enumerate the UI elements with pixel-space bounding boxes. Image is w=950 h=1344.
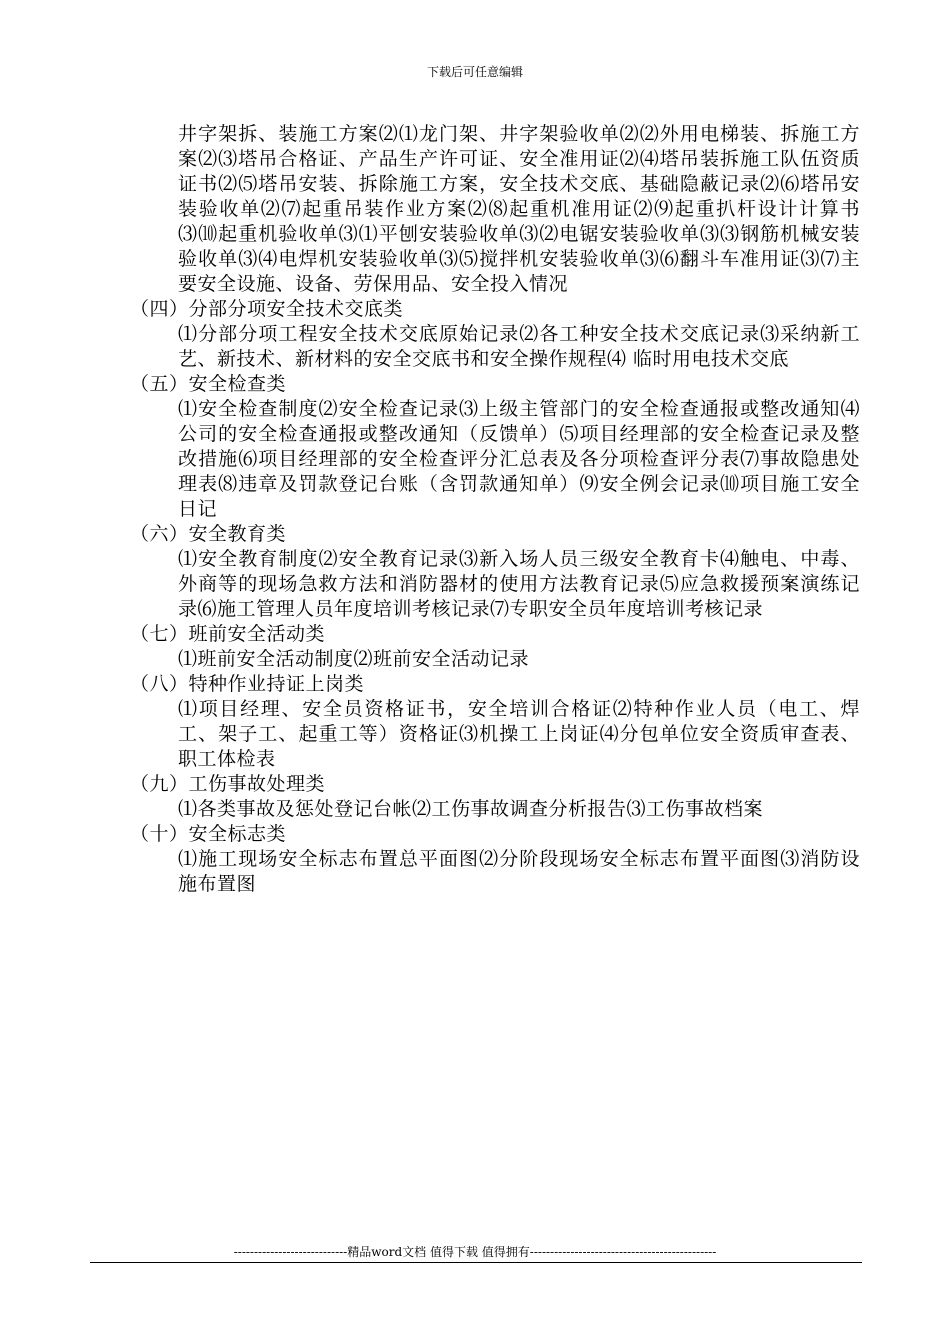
section-title-7: （七）班前安全活动类 <box>130 623 326 645</box>
section-title-9: （九）工伤事故处理类 <box>130 773 326 795</box>
section-body-5: ⑴安全检查制度⑵安全检查记录⑶上级主管部门的安全检查通报或整改通知⑷公司的安全检查通报或整改通知（反馈单）⑸项目经理部的安全检查记录及整改措施⑹项目经理部的安全检查评分汇总表及各分项检查评分表⑺事故隐患处理表⑻违章及罚款登记台账（含罚款通知单）⑼安全例会记录⑽项目施工安全日记 <box>178 398 860 520</box>
section-body-7: ⑴班前安全活动制度⑵班前安全活动记录 <box>178 648 530 670</box>
section-title-8: （八）特种作业持证上岗类 <box>130 673 365 695</box>
document-body <box>130 122 860 897</box>
footer-divider <box>90 1262 862 1263</box>
section-title-10: （十）安全标志类 <box>130 823 287 845</box>
section-body-4: ⑴分部分项工程安全技术交底原始记录⑵各工种安全技术交底记录⑶采纳新工艺、新技术、新材料的安全交底书和安全操作规程⑷ 临时用电技术交底 <box>178 323 860 370</box>
page-footer: ----------------------------精品word文档 值得下载 值得拥有---------------------------------------------- <box>233 1245 717 1259</box>
section-title-5: （五）安全检查类 <box>130 373 287 395</box>
page-header: 下载后可任意编辑 <box>426 65 523 79</box>
section-title-6: （六）安全教育类 <box>130 523 287 545</box>
section-body-9: ⑴各类事故及惩处登记台帐⑵工伤事故调查分析报告⑶工伤事故档案 <box>178 798 764 820</box>
section-body-8: ⑴项目经理、安全员资格证书，安全培训合格证⑵特种作业人员（电工、焊工、架子工、起重工等）资格证⑶机操工上岗证⑷分包单位安全资质审查表、职工体检表 <box>178 698 860 770</box>
section-title-4: （四）分部分项安全技术交底类 <box>130 298 404 320</box>
intro-paragraph: 井字架拆、装施工方案⑵⑴龙门架、井字架验收单⑵⑵外用电梯装、拆施工方案⑵⑶塔吊合格证、产品生产许可证、安全准用证⑵⑷塔吊装拆施工队伍资质证书⑵⑸塔吊安装、拆除施工方案，安全技术交底、基础隐蔽记录⑵⑹塔吊安装验收单⑵⑺起重吊装作业方案⑵⑻起重机准用证⑵⑼起重扒杆设计计算书⑶⑽起重机验收单⑶⑴平刨安装验收单⑶⑵电锯安装验收单⑶⑶钢筋机械安装验收单⑶⑷电焊机安装验收单⑶⑸搅拌机安装验收单⑶⑹翻斗车准用证⑶⑺主要安全设施、设备、劳保用品、安全投入情况 <box>178 123 860 295</box>
section-body-6: ⑴安全教育制度⑵安全教育记录⑶新入场人员三级安全教育卡⑷触电、中毒、外商等的现场急救方法和消防器材的使用方法教育记录⑸应急救援预案演练记录⑹施工管理人员年度培训考核记录⑺专职安全员年度培训考核记录 <box>178 548 860 620</box>
section-body-10: ⑴施工现场安全标志布置总平面图⑵分阶段现场安全标志布置平面图⑶消防设施布置图 <box>178 848 860 895</box>
